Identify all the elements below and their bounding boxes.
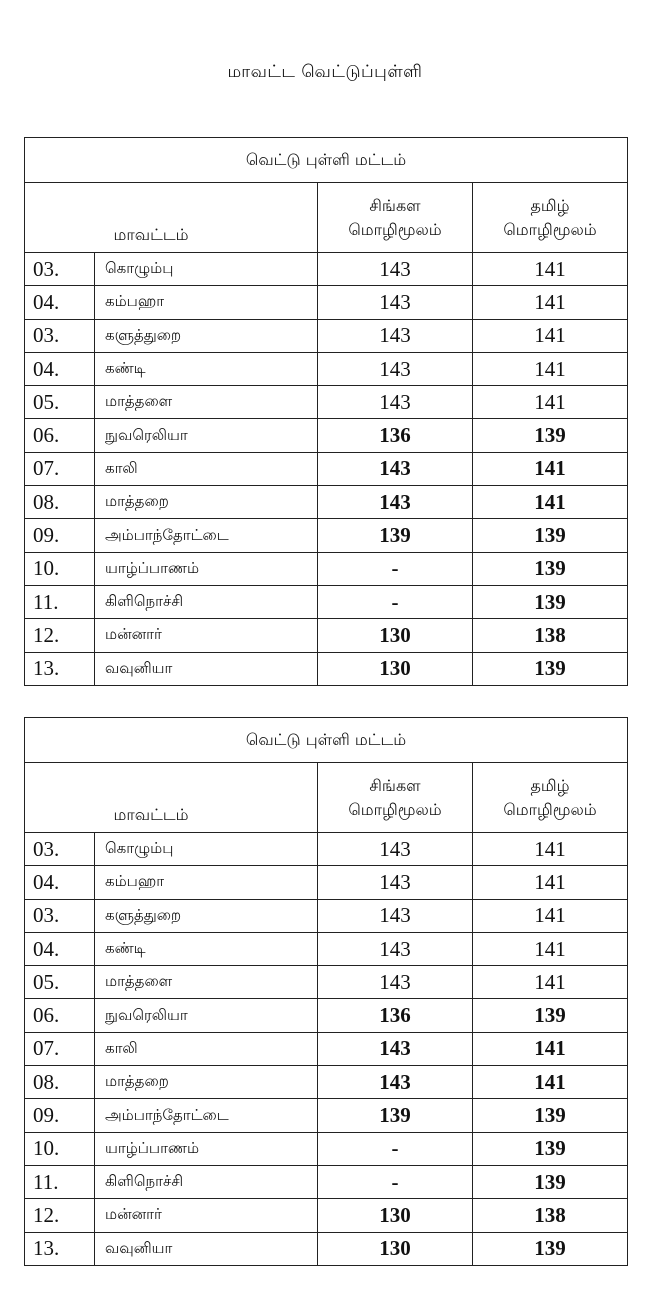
district-name: கிளிநொச்சி bbox=[95, 585, 318, 618]
tamil-medium-cutoff: 141 bbox=[473, 486, 628, 519]
row-number: 13. bbox=[25, 1232, 95, 1265]
district-name: கம்பஹா bbox=[95, 866, 318, 899]
district-name: மாத்தறை bbox=[95, 1066, 318, 1099]
sinhala-medium-column-header bbox=[318, 763, 473, 833]
table-row bbox=[25, 253, 628, 286]
tamil-medium-column-header bbox=[473, 763, 628, 833]
sinhala-medium-column-header bbox=[318, 183, 473, 253]
tamil-medium-cutoff: 139 bbox=[473, 652, 628, 685]
row-number: 09. bbox=[25, 519, 95, 552]
table-caption: வெட்டு புள்ளி மட்டம் bbox=[25, 138, 628, 183]
table-caption: வெட்டு புள்ளி மட்டம் bbox=[25, 718, 628, 763]
sinhala-medium-cutoff: 143 bbox=[318, 833, 473, 866]
table-row bbox=[25, 1032, 628, 1065]
row-number: 06. bbox=[25, 419, 95, 452]
row-number: 03. bbox=[25, 319, 95, 352]
district-name: கண்டி bbox=[95, 932, 318, 965]
row-number: 13. bbox=[25, 652, 95, 685]
sinhala-medium-cutoff: 143 bbox=[318, 932, 473, 965]
row-number: 07. bbox=[25, 452, 95, 485]
tamil-medium-cutoff: 141 bbox=[473, 452, 628, 485]
table-row bbox=[25, 999, 628, 1032]
table-row bbox=[25, 585, 628, 618]
sinhala-medium-cutoff: 130 bbox=[318, 1199, 473, 1232]
row-number: 10. bbox=[25, 552, 95, 585]
sinhala-header-line-2: மொழிமூலம் bbox=[348, 799, 442, 819]
row-number: 05. bbox=[25, 386, 95, 419]
tamil-medium-cutoff: 139 bbox=[473, 999, 628, 1032]
tamil-medium-cutoff: 141 bbox=[473, 352, 628, 385]
district-name: கண்டி bbox=[95, 352, 318, 385]
table-row bbox=[25, 1199, 628, 1232]
row-number: 04. bbox=[25, 866, 95, 899]
table-row bbox=[25, 519, 628, 552]
sinhala-medium-cutoff: - bbox=[318, 552, 473, 585]
sinhala-medium-cutoff: 139 bbox=[318, 519, 473, 552]
row-number: 07. bbox=[25, 1032, 95, 1065]
tamil-medium-cutoff: 141 bbox=[473, 386, 628, 419]
district-name: வவுனியா bbox=[95, 652, 318, 685]
tamil-medium-column-header bbox=[473, 183, 628, 253]
sinhala-medium-cutoff: 130 bbox=[318, 652, 473, 685]
sinhala-header-line-1: சிங்கள bbox=[369, 775, 421, 795]
sinhala-medium-cutoff: 143 bbox=[318, 899, 473, 932]
sinhala-medium-cutoff: 136 bbox=[318, 999, 473, 1032]
table-row bbox=[25, 419, 628, 452]
tamil-medium-cutoff: 141 bbox=[473, 932, 628, 965]
district-name: அம்பாந்தோட்டை bbox=[95, 519, 318, 552]
district-name: காலி bbox=[95, 452, 318, 485]
sinhala-medium-cutoff: 130 bbox=[318, 1232, 473, 1265]
district-name: கம்பஹா bbox=[95, 286, 318, 319]
table-row bbox=[25, 386, 628, 419]
tamil-medium-cutoff: 138 bbox=[473, 619, 628, 652]
tamil-medium-cutoff: 141 bbox=[473, 966, 628, 999]
tamil-medium-cutoff: 139 bbox=[473, 1099, 628, 1132]
tamil-medium-cutoff: 141 bbox=[473, 1066, 628, 1099]
table-caption-row bbox=[25, 138, 628, 183]
district-name: மாத்தறை bbox=[95, 486, 318, 519]
sinhala-medium-cutoff: 143 bbox=[318, 486, 473, 519]
sinhala-header-line-2: மொழிமூலம் bbox=[348, 219, 442, 239]
district-name: கொழும்பு bbox=[95, 253, 318, 286]
row-number: 03. bbox=[25, 833, 95, 866]
table-row bbox=[25, 899, 628, 932]
row-number: 03. bbox=[25, 899, 95, 932]
sinhala-medium-cutoff: 143 bbox=[318, 966, 473, 999]
tamil-medium-cutoff: 141 bbox=[473, 833, 628, 866]
table-row bbox=[25, 932, 628, 965]
sinhala-medium-cutoff: 143 bbox=[318, 386, 473, 419]
row-number: 04. bbox=[25, 286, 95, 319]
tamil-medium-cutoff: 141 bbox=[473, 1032, 628, 1065]
tamil-medium-cutoff: 141 bbox=[473, 319, 628, 352]
sinhala-medium-cutoff: 136 bbox=[318, 419, 473, 452]
table-header-row bbox=[25, 183, 628, 253]
district-name: நுவரெலியா bbox=[95, 419, 318, 452]
row-number: 04. bbox=[25, 352, 95, 385]
table-row bbox=[25, 1099, 628, 1132]
sinhala-medium-cutoff: 143 bbox=[318, 253, 473, 286]
cutoff-table-2 bbox=[24, 717, 628, 1266]
table-row bbox=[25, 286, 628, 319]
district-name: யாழ்ப்பாணம் bbox=[95, 552, 318, 585]
tamil-medium-cutoff: 141 bbox=[473, 866, 628, 899]
table-row bbox=[25, 352, 628, 385]
table-row bbox=[25, 486, 628, 519]
row-number: 11. bbox=[25, 1165, 95, 1198]
sinhala-header-line-1: சிங்கள bbox=[369, 195, 421, 215]
sinhala-medium-cutoff: 130 bbox=[318, 619, 473, 652]
sinhala-medium-cutoff: 139 bbox=[318, 1099, 473, 1132]
table-row bbox=[25, 833, 628, 866]
table-row bbox=[25, 652, 628, 685]
table-row bbox=[25, 1066, 628, 1099]
tamil-medium-cutoff: 139 bbox=[473, 585, 628, 618]
sinhala-medium-cutoff: 143 bbox=[318, 1066, 473, 1099]
district-name: யாழ்ப்பாணம் bbox=[95, 1132, 318, 1165]
district-name: காலி bbox=[95, 1032, 318, 1065]
table-row bbox=[25, 619, 628, 652]
district-name: கிளிநொச்சி bbox=[95, 1165, 318, 1198]
table-row bbox=[25, 866, 628, 899]
table-row bbox=[25, 1232, 628, 1265]
district-name: வவுனியா bbox=[95, 1232, 318, 1265]
page-title: மாவட்ட வெட்டுப்புள்ளி bbox=[227, 62, 423, 82]
tamil-medium-cutoff: 141 bbox=[473, 253, 628, 286]
district-name: மாத்தளை bbox=[95, 386, 318, 419]
district-name: கொழும்பு bbox=[95, 833, 318, 866]
district-name: களுத்துறை bbox=[95, 899, 318, 932]
row-number: 03. bbox=[25, 253, 95, 286]
sinhala-medium-cutoff: 143 bbox=[318, 286, 473, 319]
tamil-medium-cutoff: 139 bbox=[473, 1165, 628, 1198]
cutoff-table-1 bbox=[24, 137, 628, 686]
tamil-header-line-2: மொழிமூலம் bbox=[503, 219, 597, 239]
district-name: மன்னார் bbox=[95, 619, 318, 652]
tamil-header-line-1: தமிழ் bbox=[530, 195, 570, 215]
district-column-header: மாவட்டம் bbox=[25, 183, 318, 253]
row-number: 12. bbox=[25, 619, 95, 652]
row-number: 10. bbox=[25, 1132, 95, 1165]
district-name: மாத்தளை bbox=[95, 966, 318, 999]
tamil-header-line-1: தமிழ் bbox=[530, 775, 570, 795]
sinhala-medium-cutoff: - bbox=[318, 585, 473, 618]
row-number: 08. bbox=[25, 1066, 95, 1099]
table-row bbox=[25, 1165, 628, 1198]
table-row bbox=[25, 1132, 628, 1165]
sinhala-medium-cutoff: 143 bbox=[318, 352, 473, 385]
row-number: 09. bbox=[25, 1099, 95, 1132]
sinhala-medium-cutoff: 143 bbox=[318, 319, 473, 352]
tamil-medium-cutoff: 139 bbox=[473, 519, 628, 552]
table-row bbox=[25, 319, 628, 352]
table-header-row bbox=[25, 763, 628, 833]
row-number: 04. bbox=[25, 932, 95, 965]
sinhala-medium-cutoff: - bbox=[318, 1165, 473, 1198]
row-number: 08. bbox=[25, 486, 95, 519]
row-number: 11. bbox=[25, 585, 95, 618]
tamil-medium-cutoff: 139 bbox=[473, 1132, 628, 1165]
district-name: அம்பாந்தோட்டை bbox=[95, 1099, 318, 1132]
tamil-medium-cutoff: 139 bbox=[473, 552, 628, 585]
row-number: 05. bbox=[25, 966, 95, 999]
district-name: நுவரெலியா bbox=[95, 999, 318, 1032]
tamil-medium-cutoff: 141 bbox=[473, 899, 628, 932]
row-number: 06. bbox=[25, 999, 95, 1032]
tamil-header-line-2: மொழிமூலம் bbox=[503, 799, 597, 819]
tamil-medium-cutoff: 139 bbox=[473, 1232, 628, 1265]
tamil-medium-cutoff: 141 bbox=[473, 286, 628, 319]
table-row bbox=[25, 452, 628, 485]
sinhala-medium-cutoff: 143 bbox=[318, 1032, 473, 1065]
sinhala-medium-cutoff: - bbox=[318, 1132, 473, 1165]
sinhala-medium-cutoff: 143 bbox=[318, 866, 473, 899]
tamil-medium-cutoff: 139 bbox=[473, 419, 628, 452]
row-number: 12. bbox=[25, 1199, 95, 1232]
district-name: களுத்துறை bbox=[95, 319, 318, 352]
district-column-header: மாவட்டம் bbox=[25, 763, 318, 833]
table-row bbox=[25, 552, 628, 585]
table-caption-row bbox=[25, 718, 628, 763]
district-name: மன்னார் bbox=[95, 1199, 318, 1232]
tamil-medium-cutoff: 138 bbox=[473, 1199, 628, 1232]
table-row bbox=[25, 966, 628, 999]
sinhala-medium-cutoff: 143 bbox=[318, 452, 473, 485]
